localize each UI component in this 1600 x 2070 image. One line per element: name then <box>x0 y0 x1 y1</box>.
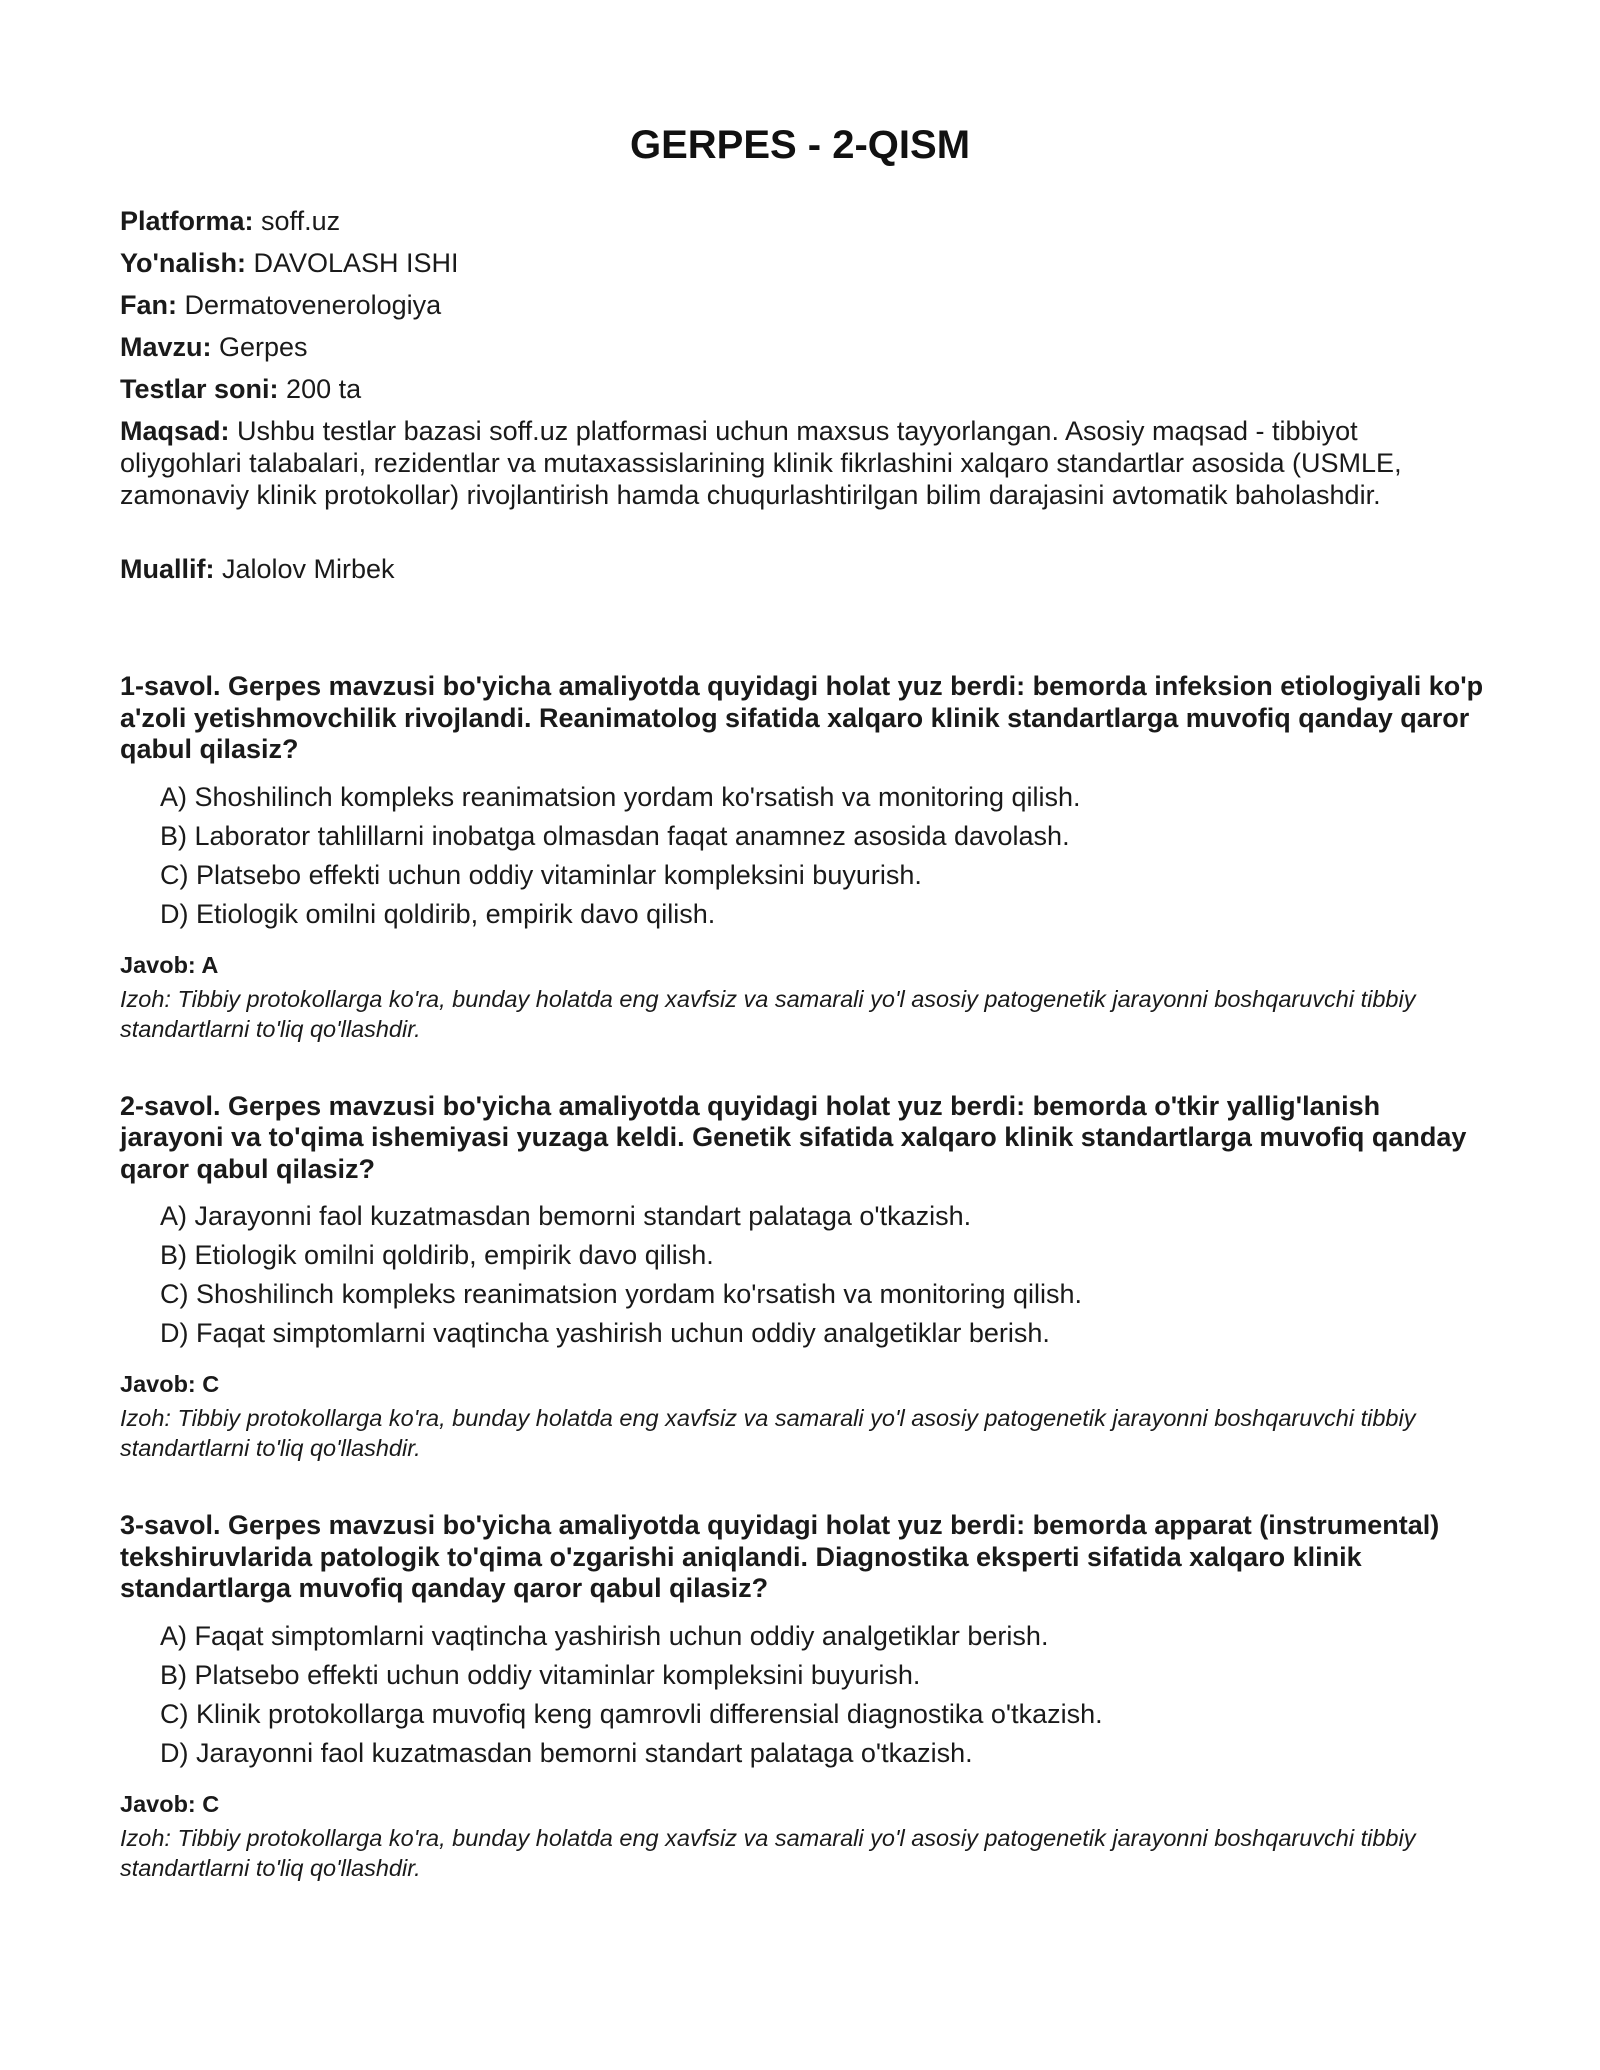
question-text: 2-savol. Gerpes mavzusi bo'yicha amaliyotda quyidagi holat yuz berdi: bemorda o'tkir yallig'lanish jarayoni va to'qima ishemiyasi yuzaga keldi. Genetik sifatida xalqaro klinik standartlarga muvofiq qanday qaror qabul qilasiz? <box>120 1090 1467 1184</box>
meta-direction-label: Yo'nalish: <box>120 248 246 278</box>
answer-option-a: A) Shoshilinch kompleks reanimatsion yordam ko'rsatish va monitoring qilish. <box>160 781 1081 812</box>
meta-subject-value: Dermatovenerologiya <box>177 290 442 320</box>
meta-author <box>120 553 1480 585</box>
meta-subject-label: Fan: <box>120 290 177 320</box>
answer-option-c: C) Klinik protokollarga muvofiq keng qamrovli differensial diagnostika o'tkazish. <box>160 1698 1103 1729</box>
answer-explanation: Izoh: Tibbiy protokollarga ko'ra, bunday holatda eng xavfsiz va samarali yo'l asosiy patogenetik jarayonni boshqaruvchi tibbiy standartlarni to'liq qo'llashdir. <box>120 1405 1416 1461</box>
question-list <box>120 671 1490 1930</box>
answer-option-b: B) Etiologik omilni qoldirib, empirik davo qilish. <box>160 1240 714 1270</box>
meta-platform-value: soff.uz <box>253 206 341 236</box>
question-text: 1-savol. Gerpes mavzusi bo'yicha amaliyotda quyidagi holat yuz berdi: bemorda infeksion etiologiyali ko'p a'zoli yetishmovchilik rivojlandi. Reanimatolog sifatida xalqaro klinik standartlarga muvofiq qanday qaror qabul qilasiz? <box>120 671 1484 764</box>
answer-option-a: A) Faqat simptomlarni vaqtincha yashirish uchun oddiy analgetiklar berish. <box>160 1620 1049 1651</box>
answer-option-d: D) Jarayonni faol kuzatmasdan bemorni standart palataga o'tkazish. <box>160 1737 973 1768</box>
meta-platform-label: Platforma: <box>120 206 254 236</box>
meta-author-value: Jalolov Mirbek <box>214 554 395 584</box>
meta-subject <box>120 289 1480 321</box>
meta-count <box>120 373 1480 405</box>
answer-option-b: B) Platsebo effekti uchun oddiy vitaminlar kompleksini buyurish. <box>160 1659 921 1690</box>
answer-option-d: D) Etiologik omilni qoldirib, empirik davo qilish. <box>160 898 716 929</box>
correct-answer: Javob: A <box>120 951 219 978</box>
answer-option-c: C) Shoshilinch kompleks reanimatsion yordam ko'rsatish va monitoring qilish. <box>160 1279 1083 1309</box>
question-item <box>120 671 1490 1044</box>
answer-option-c: C) Platsebo effekti uchun oddiy vitaminlar kompleksini buyurish. <box>160 859 922 890</box>
question-item <box>120 1091 1490 1464</box>
question-text: 3-savol. Gerpes mavzusi bo'yicha amaliyotda quyidagi holat yuz berdi: bemorda apparat (instrumental) tekshiruvlarida patologik to'qima o'zgarishi aniqlandi. Diagnostika eksperti sifatida xalqaro klinik standartlarga muvofiq qanday qaror qabul qilasiz? <box>120 1510 1440 1603</box>
meta-goal-value: Ushbu testlar bazasi soff.uz platformasi uchun maxsus tayyorlangan. Asosiy maqsad - tibbiyot oliygohlari talabalari, rezidentlar va mutaxassislarining klinik fikrlashini xalqaro standartlar asosida (USMLE, zamonaviy klinik protokollar) rivojlantirish hamda chuqurlashtirilgan bilim darajasini avtomatik baholashdir. <box>120 416 1402 510</box>
meta-goal-label: Maqsad: <box>120 416 230 446</box>
answer-explanation: Izoh: Tibbiy protokollarga ko'ra, bunday holatda eng xavfsiz va samarali yo'l asosiy patogenetik jarayonni boshqaruvchi tibbiy standartlarni to'liq qo'llashdir. <box>120 985 1416 1042</box>
meta-goal <box>120 415 1480 511</box>
meta-count-value: 200 ta <box>278 374 362 404</box>
meta-topic-value: Gerpes <box>211 332 308 362</box>
answer-option-d: D) Faqat simptomlarni vaqtincha yashirish uchun oddiy analgetiklar berish. <box>160 1318 1050 1348</box>
meta-topic <box>120 331 1480 363</box>
meta-count-label: Testlar soni: <box>120 374 279 404</box>
meta-topic-label: Mavzu: <box>120 332 212 362</box>
correct-answer: Javob: C <box>120 1790 220 1817</box>
answer-explanation: Izoh: Tibbiy protokollarga ko'ra, bunday holatda eng xavfsiz va samarali yo'l asosiy patogenetik jarayonni boshqaruvchi tibbiy standartlarni to'liq qo'llashdir. <box>120 1824 1416 1881</box>
correct-answer: Javob: C <box>120 1371 220 1397</box>
meta-direction <box>120 247 1480 279</box>
page-title: GERPES - 2-QISM <box>629 123 971 167</box>
meta-author-label: Muallif: <box>120 554 215 584</box>
answer-option-a: A) Jarayonni faol kuzatmasdan bemorni standart palataga o'tkazish. <box>160 1201 972 1231</box>
meta-platform <box>120 205 1480 237</box>
question-item <box>120 1510 1490 1883</box>
meta-direction-value: DAVOLASH ISHI <box>245 248 459 278</box>
answer-option-b: B) Laborator tahlillarni inobatga olmasdan faqat anamnez asosida davolash. <box>160 820 1070 851</box>
